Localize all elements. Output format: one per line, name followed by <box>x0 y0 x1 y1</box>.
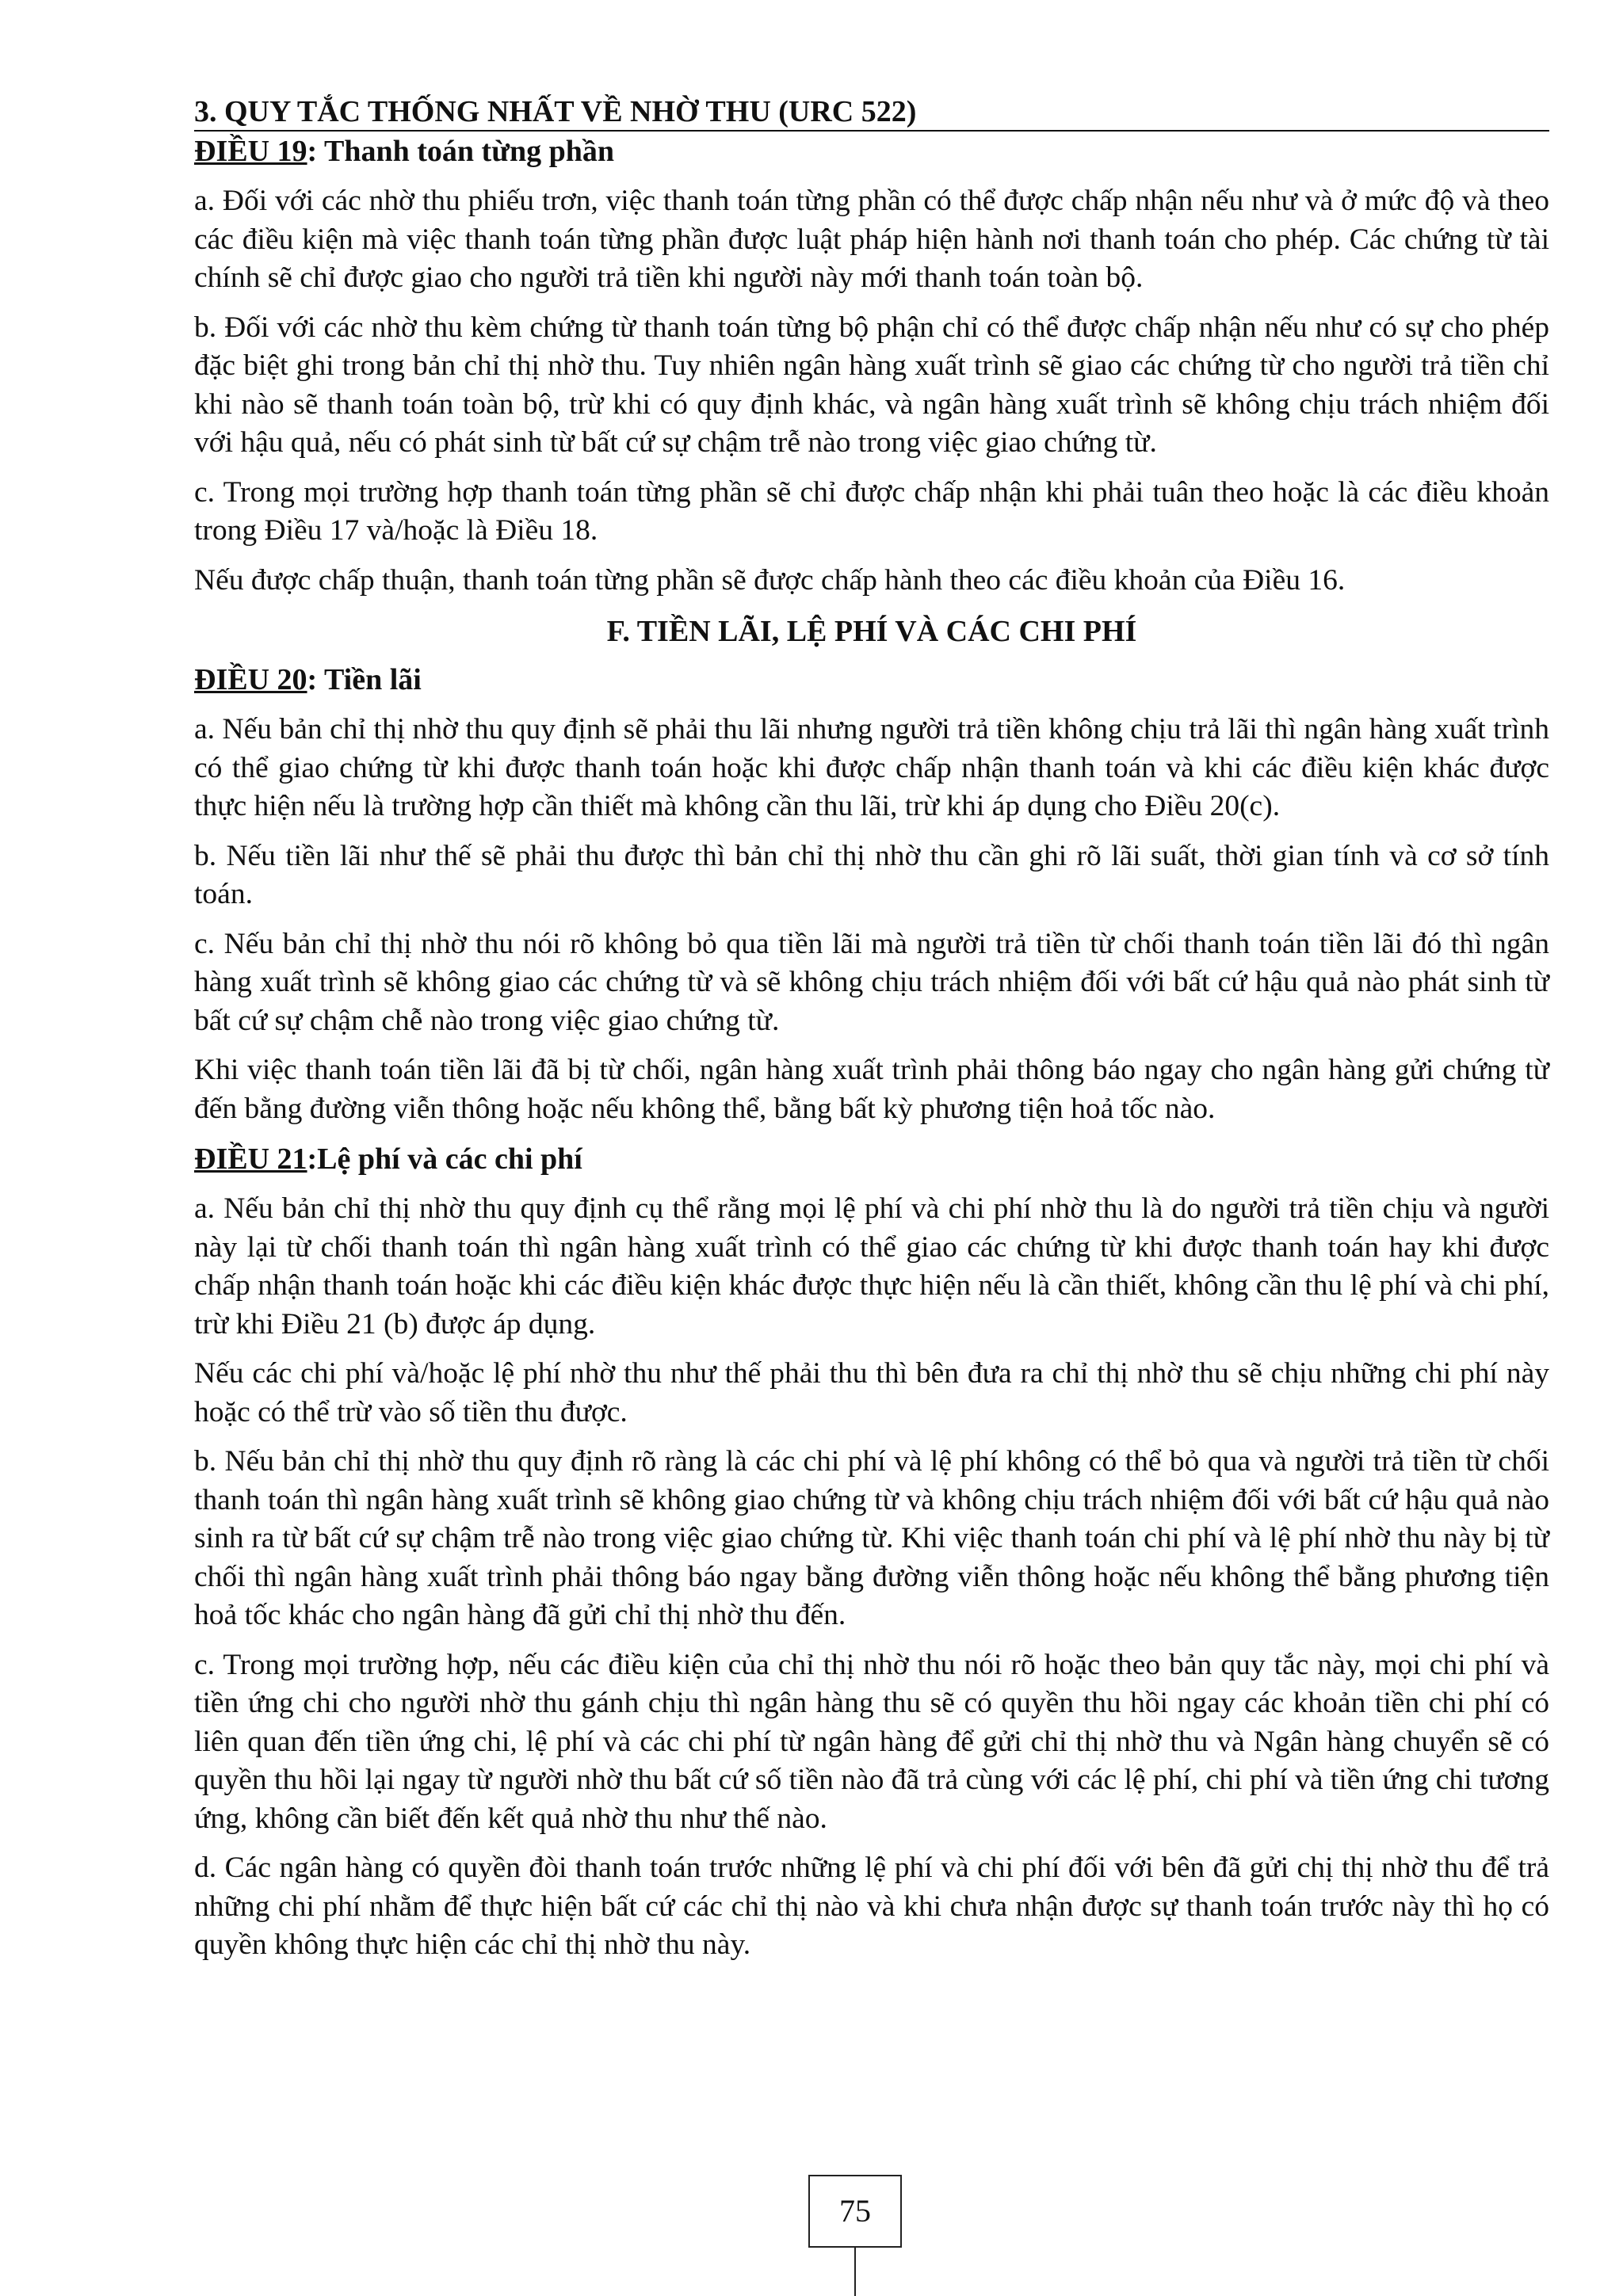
article-20-number: ĐIỀU 20 <box>194 663 307 696</box>
page-number: 75 <box>808 2175 902 2248</box>
article-20-note: Khi việc thanh toán tiền lãi đã bị từ chối, ngân hàng xuất trình phải thông báo ngay cho ngân hàng gửi chứng từ đến bằng đường viễn thông hoặc nếu không thể, bằng bất kỳ phương tiện hoả tốc nào. <box>194 1054 1549 1125</box>
section-f-title: F. TIỀN LÃI, LỆ PHÍ VÀ CÁC CHI PHÍ <box>606 615 1137 648</box>
article-20-para-c: c. Nếu bản chỉ thị nhờ thu nói rõ không bỏ qua tiền lãi mà người trả tiền từ chối thanh toán tiền lãi đó thì ngân hàng xuất trình sẽ không giao các chứng từ và sẽ không chịu trách nhiệm đối với bất cứ hậu quả nào phát sinh từ bất cứ sự chậm chễ nào trong việc giao chứng từ. <box>194 927 1549 1037</box>
chapter-header: 3. QUY TẮC THỐNG NHẤT VỀ NHỜ THU (URC 522) <box>194 93 1549 132</box>
article-21-para-d: d. Các ngân hàng có quyền đòi thanh toán trước những lệ phí và chi phí đối với bên đã gửi chị thị nhờ thu để trả những chi phí nhằm để thực hiện bất cứ các chỉ thị nào và khi chưa nhận được sự thanh toán trước này thì họ có quyền không thực hiện các chỉ thị nhờ thu này. <box>194 1852 1549 1961</box>
article-21-para-b: b. Nếu bản chỉ thị nhờ thu quy định rõ ràng là các chi phí và lệ phí không có thể bỏ qua và người trả tiền từ chối thanh toán thì ngân hàng xuất trình sẽ không giao chứng từ và không chịu trách nhiệm đối với bất cứ hậu quả nào sinh ra từ bất cứ sự chậm trễ nào trong việc giao chứng từ. Khi việc thanh toán chi phí và lệ phí nhờ thu này bị từ chối thì ngân hàng xuất trình phải thông báo ngay bằng đường viễn thông hoặc nếu không thể bằng phương tiện hoả tốc khác cho ngân hàng đã gửi chỉ thị nhờ thu đến. <box>194 1445 1549 1631</box>
article-19-heading <box>194 132 1549 171</box>
article-21-para-a: a. Nếu bản chỉ thị nhờ thu quy định cụ thể rằng mọi lệ phí và chi phí nhờ thu là do người trả tiền chịu và người này lại từ chối thanh toán thì ngân hàng xuất trình có thể giao các chứng từ khi được thanh toán hay khi được chấp nhận thanh toán hoặc khi các điều kiện khác được thực hiện nếu là cần thiết, không cần thu lệ phí và chi phí, trừ khi Điều 21 (b) được áp dụng. <box>194 1192 1549 1341</box>
article-21-heading <box>194 1139 1549 1179</box>
article-21-number: ĐIỀU 21 <box>194 1142 307 1176</box>
document-page <box>194 93 1549 1976</box>
article-21-para-c: c. Trong mọi trường hợp, nếu các điều kiện của chỉ thị nhờ thu nói rõ hoặc theo bản quy tắc này, mọi chi phí và tiền ứng chi cho người nhờ thu gánh chịu thì ngân hàng thu sẽ có quyền thu hồi ngay các khoản tiền chi phí có liên quan đến tiền ứng chi, lệ phí và các chi phí từ ngân hàng để gửi chỉ thị nhờ thu và Ngân hàng chuyển sẽ có quyền thu hồi lại ngay từ người nhờ thu bất cứ số tiền nào đã trả cùng với các lệ phí, chi phí và tiền ứng chi tương ứng, không cần biết đến kết quả nhờ thu như thế nào. <box>194 1648 1549 1835</box>
article-20-para-b: b. Nếu tiền lãi như thế sẽ phải thu được thì bản chỉ thị nhờ thu cần ghi rõ lãi suất, thời gian tính và cơ sở tính toán. <box>194 839 1549 910</box>
article-19-number: ĐIỀU 19 <box>194 135 307 168</box>
article-20-heading <box>194 660 1549 700</box>
article-19-para-c: c. Trong mọi trường hợp thanh toán từng phần sẽ chỉ được chấp nhận khi phải tuân theo hoặc là các điều khoản trong Điều 17 và/hoặc là Điều 18. <box>194 475 1549 547</box>
article-19-note: Nếu được chấp thuận, thanh toán từng phần sẽ được chấp hành theo các điều khoản của Điều 16. <box>194 563 1346 597</box>
article-19-para-a: a. Đối với các nhờ thu phiếu trơn, việc thanh toán từng phần có thể được chấp nhận nếu như và ở mức độ và theo các điều kiện mà việc thanh toán từng phần được luật pháp hiện hành nơi thanh toán cho phép. Các chứng từ tài chính sẽ chỉ được giao cho người trả tiền khi người này mới thanh toán toàn bộ. <box>194 185 1549 294</box>
article-19-para-b: b. Đối với các nhờ thu kèm chứng từ thanh toán từng bộ phận chỉ có thể được chấp nhận nếu như có sự cho phép đặc biệt ghi trong bản chỉ thị nhờ thu. Tuy nhiên ngân hàng xuất trình sẽ giao các chứng từ cho người trả tiền chỉ khi nào sẽ thanh toán toàn bộ, trừ khi có quy định khác, và ngân hàng xuất trình sẽ không chịu trách nhiệm đối với hậu quả, nếu có phát sinh từ bất cứ sự chậm trễ nào trong việc giao chứng từ. <box>194 311 1549 459</box>
page-number-tick <box>854 2248 856 2296</box>
article-20-title: : Tiền lãi <box>307 663 422 696</box>
article-21-note: Nếu các chi phí và/hoặc lệ phí nhờ thu như thế phải thu thì bên đưa ra chỉ thị nhờ thu sẽ chịu những chi phí này hoặc có thể trừ vào số tiền thu được. <box>194 1357 1549 1428</box>
article-19-title: : Thanh toán từng phần <box>307 135 615 168</box>
article-20-para-a: a. Nếu bản chỉ thị nhờ thu quy định sẽ phải thu lãi nhưng người trả tiền không chịu trả lãi thì ngân hàng xuất trình có thể giao chứng từ khi được thanh toán hoặc khi được chấp nhận thanh toán và khi các điều kiện khác được thực hiện nếu là trường hợp cần thiết mà không cần thu lãi, trừ khi áp dụng cho Điều 20(c). <box>194 713 1549 822</box>
article-21-title: :Lệ phí và các chi phí <box>307 1142 582 1176</box>
